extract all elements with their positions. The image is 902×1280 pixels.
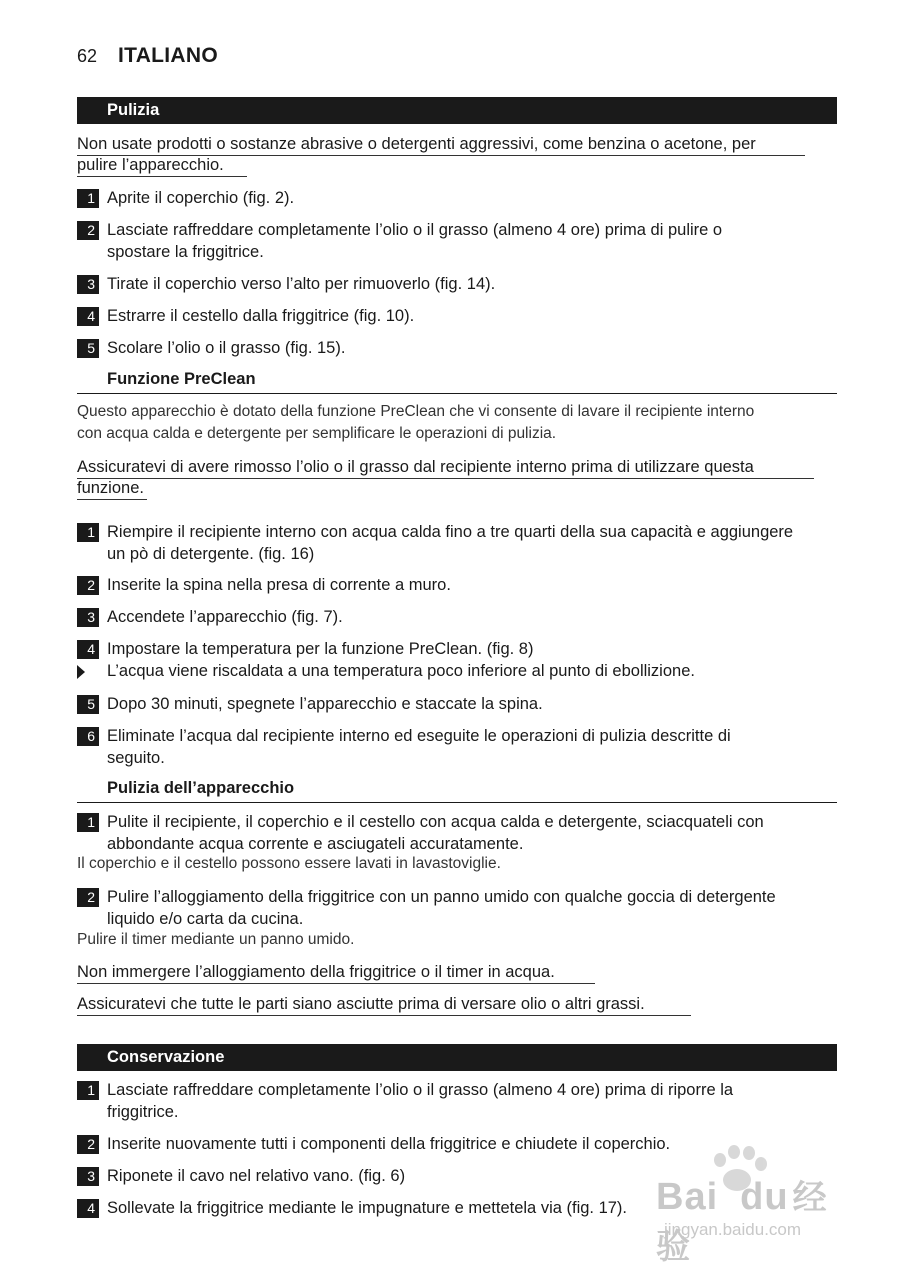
step-text: un pò di detergente. (fig. 16) xyxy=(107,545,315,563)
step-number: 1 xyxy=(77,1081,99,1100)
pulizia-step-3 xyxy=(77,273,847,295)
step-number: 3 xyxy=(77,1167,99,1186)
step-text: Riponete il cavo nel relativo vano. (fig. 6) xyxy=(107,1167,406,1185)
step-number: 2 xyxy=(77,1135,99,1154)
conservazione-step-1 xyxy=(77,1079,847,1123)
step-text: seguito. xyxy=(107,749,165,767)
intro-line: Questo apparecchio è dotato della funzione PreClean che vi consente di lavare il recipiente interno xyxy=(77,403,755,420)
pulizia-step-5 xyxy=(77,337,847,359)
section-bar-pulizia: Pulizia xyxy=(77,97,837,124)
subheading-apparecchio: Pulizia dell’apparecchio xyxy=(77,777,837,803)
preclean-step-1 xyxy=(77,521,847,565)
apparecchio-note-1: Il coperchio e il cestello possono essere lavati in lavastoviglie. xyxy=(77,855,501,872)
watermark-cn: 经验 xyxy=(656,1179,828,1266)
pulizia-step-1 xyxy=(77,187,847,209)
preclean-step-6 xyxy=(77,725,847,769)
page-number: 62 xyxy=(77,46,98,66)
step-text: Eliminate l’acqua dal recipiente interno ed eseguite le operazioni di pulizia descritte di xyxy=(107,727,731,745)
step-text: Pulite il recipiente, il coperchio e il cestello con acqua calda e detergente, sciacquateli con xyxy=(107,813,764,831)
warning-line: funzione. xyxy=(77,479,144,497)
step-number: 4 xyxy=(77,640,99,659)
underline xyxy=(77,983,595,984)
step-text: Estrarre il cestello dalla friggitrice (fig. 10). xyxy=(107,307,415,325)
step-number: 4 xyxy=(77,1199,99,1218)
step-number: 1 xyxy=(77,813,99,832)
preclean-step-5 xyxy=(77,693,847,715)
preclean-intro xyxy=(77,401,847,445)
step-text: Lasciate raffreddare completamente l’olio o il grasso (almeno 4 ore) prima di pulire o xyxy=(107,221,723,239)
apparecchio-note-2: Pulire il timer mediante un panno umido. xyxy=(77,931,355,948)
language-heading: ITALIANO xyxy=(118,44,218,67)
underline xyxy=(77,155,805,156)
section-bar-conservazione: Conservazione xyxy=(77,1044,837,1071)
step-text: abbondante acqua corrente e asciugateli accuratamente. xyxy=(107,835,524,853)
warning-line: pulire l’apparecchio. xyxy=(77,156,224,174)
watermark-url: jingyan.baidu.com xyxy=(664,1220,802,1239)
step-text: Impostare la temperatura per la funzione PreClean. (fig. 8) xyxy=(107,640,534,658)
step-number: 1 xyxy=(77,523,99,542)
intro-line: con acqua calda e detergente per semplificare le operazioni di pulizia. xyxy=(77,425,557,442)
step-text: Lasciate raffreddare completamente l’olio o il grasso (almeno 4 ore) prima di riporre la xyxy=(107,1081,734,1099)
step-text: liquido e/o carta da cucina. xyxy=(107,910,304,928)
step-number: 3 xyxy=(77,275,99,294)
step-number: 5 xyxy=(77,695,99,714)
watermark-brand2: du xyxy=(740,1176,789,1218)
step-text: Riempire il recipiente interno con acqua calda fino a tre quarti della sua capacità e aggiungere xyxy=(107,523,794,541)
preclean-step-4 xyxy=(77,638,847,660)
step-number: 3 xyxy=(77,608,99,627)
pulizia-step-2 xyxy=(77,219,847,263)
result-arrow-icon xyxy=(77,665,85,679)
underline xyxy=(77,1015,691,1016)
apparecchio-step-1 xyxy=(77,811,847,855)
step-text: spostare la friggitrice. xyxy=(107,243,264,261)
step-text: Scolare l’olio o il grasso (fig. 15). xyxy=(107,339,346,357)
step-number: 6 xyxy=(77,727,99,746)
step-number: 4 xyxy=(77,307,99,326)
step-number: 2 xyxy=(77,221,99,240)
baidu-watermark xyxy=(634,1140,844,1266)
subheading-preclean: Funzione PreClean xyxy=(77,368,837,394)
warning-line: Non usate prodotti o sostanze abrasive o detergenti aggressivi, come benzina o acetone, per xyxy=(77,135,756,153)
underline xyxy=(77,176,247,177)
apparecchio-warning-2: Assicuratevi che tutte le parti siano asciutte prima di versare olio o altri grassi. xyxy=(77,995,645,1013)
watermark-brand: Bai xyxy=(656,1176,719,1218)
step-number: 1 xyxy=(77,189,99,208)
step-text: Pulire l’alloggiamento della friggitrice con un panno umido con qualche goccia di detergente xyxy=(107,888,776,906)
pulizia-step-4 xyxy=(77,305,847,327)
step-number: 2 xyxy=(77,576,99,595)
preclean-step-3 xyxy=(77,606,847,628)
step-text: Aprite il coperchio (fig. 2). xyxy=(107,189,295,207)
step-number: 5 xyxy=(77,339,99,358)
step-text: friggitrice. xyxy=(107,1103,179,1121)
step-text: Inserite la spina nella presa di corrente a muro. xyxy=(107,576,451,594)
step-text: Tirate il coperchio verso l’alto per rimuoverlo (fig. 14). xyxy=(107,275,496,293)
step-text: Sollevate la friggitrice mediante le impugnature e mettetela via (fig. 17). xyxy=(107,1199,628,1217)
underline xyxy=(77,499,147,500)
step-text: Inserite nuovamente tutti i componenti della friggitrice e chiudete il coperchio. xyxy=(107,1135,671,1153)
step-text: Dopo 30 minuti, spegnete l’apparecchio e staccate la spina. xyxy=(107,695,543,713)
result-text: L’acqua viene riscaldata a una temperatura poco inferiore al punto di ebollizione. xyxy=(107,662,695,680)
preclean-result xyxy=(77,660,847,682)
step-text: Accendete l’apparecchio (fig. 7). xyxy=(107,608,343,626)
preclean-step-2 xyxy=(77,574,847,596)
underline xyxy=(77,478,814,479)
step-number: 2 xyxy=(77,888,99,907)
warning-line: Assicuratevi di avere rimosso l’olio o il grasso dal recipiente interno prima di utilizzare questa xyxy=(77,458,754,476)
apparecchio-warning-1: Non immergere l’alloggiamento della friggitrice o il timer in acqua. xyxy=(77,963,555,981)
apparecchio-step-2 xyxy=(77,886,847,930)
